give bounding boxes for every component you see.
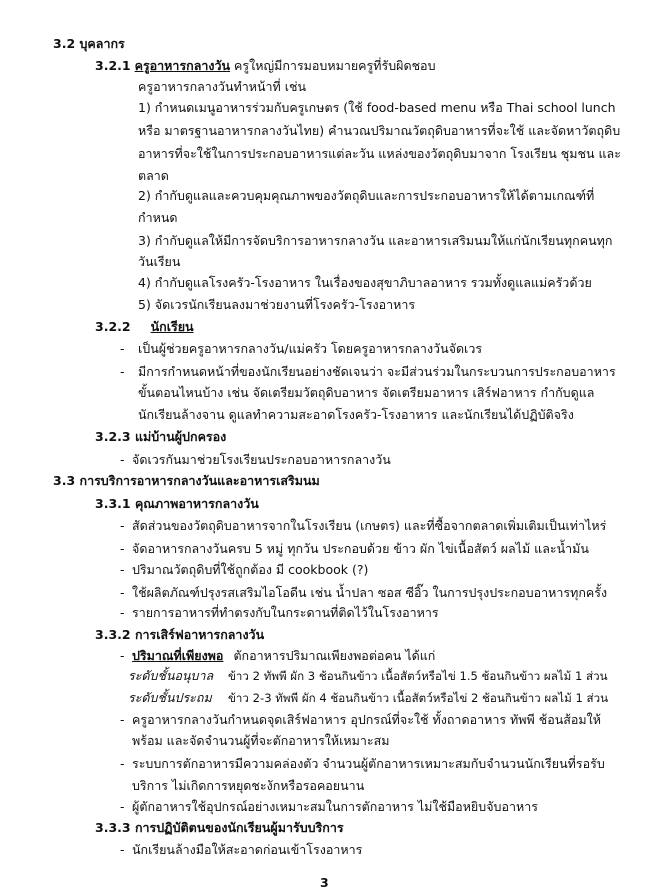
serving-quantity-line bbox=[132, 646, 435, 666]
bullet-item: ปริมาณวัตถุดิบที่ใช้ถูกต้อง มี cookbook (?) bbox=[132, 562, 369, 577]
numbered-item-4: 4) กำกับดูแลโรงครัว-โรงอาหาร ในเรื่องของสุขาภิบาลอาหาร รวมทั้งดูแลแม่ครัวด้วย bbox=[138, 275, 592, 290]
primary-portion: ข้าว 2-3 ทัพพี ผัก 4 ช้อนกินข้าว เนื้อสัตว์หรือไข่ 2 ช้อนกินข้าว ผลไม้ 1 ส่วน bbox=[228, 691, 609, 705]
subsection-title: ครูอาหารกลางวัน bbox=[134, 58, 231, 73]
bullet-item: ครูอาหารกลางวันกำหนดจุดเสิร์ฟอาหาร อุปกรณ์ที่จะใช้ ทั้งถาดอาหาร ทัพพี ช้อนส้อมให้ bbox=[132, 712, 601, 727]
bullet-dash: - bbox=[120, 562, 125, 577]
bullet-item: มีการกำหนดหน้าที่ของนักเรียนอย่างชัดเจนว่า จะมีส่วนร่วมในกระบวนการประกอบอาหาร bbox=[138, 364, 616, 379]
bullet-dash: - bbox=[120, 842, 125, 857]
bullet-dash: - bbox=[120, 756, 125, 771]
numbered-item-1: 1) กำหนดเมนูอาหารร่วมกับครูเกษตร (ใช้ food-based menu หรือ Thai school lunch bbox=[138, 100, 616, 115]
subsection-3-2-2-line bbox=[95, 317, 194, 337]
bullet-dash: - bbox=[120, 605, 125, 620]
bullet-item: ใช้ผลิตภัณฑ์ปรุงรสเสริมไอโอดีน เช่น น้ำปลา ซอส ซีอิ๊ว ในการปรุงประกอบอาหารทุกครั้ง bbox=[132, 585, 608, 600]
bullet-dash: - bbox=[120, 518, 125, 533]
subsection-number: 3.2.2 bbox=[95, 319, 131, 334]
subsection-heading-3-3-3: 3.3.3 การปฏิบัติตนของนักเรียนผู้มารับบริการ bbox=[95, 820, 344, 835]
subsection-intro: ครูใหญ่มีการมอบหมายครูที่รับผิดชอบ bbox=[230, 58, 436, 73]
subsection-title: นักเรียน bbox=[150, 319, 194, 334]
bullet-dash: - bbox=[120, 712, 125, 727]
paragraph-line: ครูอาหารกลางวันทำหน้าที่ เช่น bbox=[138, 79, 307, 94]
numbered-item-5: 5) จัดเวรนักเรียนลงมาช่วยงานที่โรงครัว-โรงอาหาร bbox=[138, 297, 416, 312]
serving-quantity-text: ตักอาหารปริมาณเพียงพอต่อคน ได้แก่ bbox=[233, 648, 436, 663]
bullet-dash: - bbox=[120, 648, 125, 663]
subsection-heading-3-3-1: 3.3.1 คุณภาพอาหารกลางวัน bbox=[95, 496, 259, 511]
primary-label: ระดับชั้นประถม bbox=[128, 690, 212, 705]
subsection-heading-3-3-2: 3.3.2 การเสิร์ฟอาหารกลางวัน bbox=[95, 627, 265, 642]
numbered-item-1-cont: อาหารที่จะใช้ในการประกอบอาหารแต่ละวัน แหล่งของวัตถุดิบมาจาก โรงเรียน ชุมชน และ bbox=[138, 146, 621, 161]
bullet-item: สัดส่วนของวัตถุดิบอาหารจากในโรงเรียน (เกษตร) และที่ซื้อจากตลาดเพิ่มเติมเป็นเท่าไหร่ bbox=[132, 518, 607, 533]
bullet-dash: - bbox=[120, 341, 125, 356]
numbered-item-2: 2) กำกับดูแลและควบคุมคุณภาพของวัตถุดิบและการประกอบอาหารให้ได้ตามเกณฑ์ที่ bbox=[138, 188, 595, 203]
bullet-dash: - bbox=[120, 799, 125, 814]
bullet-dash: - bbox=[120, 364, 125, 379]
bullet-item: ผู้ตักอาหารใช้อุปกรณ์อย่างเหมาะสมในการตักอาหาร ไม่ใช้มือหยิบจับอาหาร bbox=[132, 799, 538, 814]
subsection-heading-3-2-3: 3.2.3 แม่บ้านผู้ปกครอง bbox=[95, 429, 227, 444]
serving-quantity-label: ปริมาณที่เพียงพอ bbox=[132, 648, 224, 663]
numbered-item-2-cont: กำหนด bbox=[138, 210, 178, 225]
bullet-item: นักเรียนล้างมือให้สะอาดก่อนเข้าโรงอาหาร bbox=[132, 842, 363, 857]
numbered-item-1-cont: หรือ มาตรฐานอาหารกลางวันไทย) คำนวณปริมาณวัตถุดิบอาหารที่จะใช้ และจัดหาวัตถุดิบ bbox=[138, 123, 621, 138]
bullet-item: จัดเวรกันมาช่วยโรงเรียนประกอบอาหารกลางวัน bbox=[132, 452, 391, 467]
page-number: 3 bbox=[320, 875, 329, 890]
bullet-dash: - bbox=[120, 585, 125, 600]
bullet-item-cont: บริการ ไม่เกิดการหยุดชะงักหรือรอคอยนาน bbox=[132, 778, 365, 793]
bullet-item-cont: ขั้นตอนไหนบ้าง เช่น จัดเตรียมวัตถุดิบอาหาร จัดเตรียมอาหาร เสิร์ฟอาหาร กำกับดูแล bbox=[138, 385, 595, 400]
bullet-item: รายการอาหารที่ทำตรงกับในกระดานที่ติดไว้ในโรงอาหาร bbox=[132, 605, 439, 620]
numbered-item-3: 3) กำกับดูแลให้มีการจัดบริการอาหารกลางวัน และอาหารเสริมนมให้แก่นักเรียนทุกคนทุก bbox=[138, 233, 613, 248]
bullet-item: ระบบการตักอาหารมีความคล่องตัว จำนวนผู้ตักอาหารเหมาะสมกับจำนวนนักเรียนที่รอรับ bbox=[132, 756, 605, 771]
bullet-item-cont: นักเรียนล้างจาน ดูแลทำความสะอาดโรงครัว-โรงอาหาร และนักเรียนได้ปฏิบัติจริง bbox=[138, 407, 574, 422]
bullet-dash: - bbox=[120, 452, 125, 467]
kindergarten-label: ระดับชั้นอนุบาล bbox=[128, 668, 214, 683]
bullet-dash: - bbox=[120, 541, 125, 556]
numbered-item-3-cont: วันเรียน bbox=[138, 254, 181, 269]
subsection-number: 3.2.1 bbox=[95, 58, 131, 73]
kindergarten-portion: ข้าว 2 ทัพพี ผัก 3 ช้อนกินข้าว เนื้อสัตว์หรือไข่ 1.5 ช้อนกินข้าว ผลไม้ 1 ส่วน bbox=[228, 669, 608, 683]
numbered-item-1-cont: ตลาด bbox=[138, 168, 169, 183]
bullet-item: เป็นผู้ช่วยครูอาหารกลางวัน/แม่ครัว โดยครูอาหารกลางวันจัดเวร bbox=[138, 341, 483, 356]
section-heading-3-2: 3.2 บุคลากร bbox=[53, 36, 125, 51]
subsection-3-2-1-line bbox=[95, 56, 436, 76]
section-heading-3-3: 3.3 การบริการอาหารกลางวันและอาหารเสริมนม bbox=[53, 473, 320, 488]
bullet-item-cont: พร้อม และจัดจำนวนผู้ที่จะตักอาหารให้เหมาะสม bbox=[132, 733, 390, 748]
bullet-item: จัดอาหารกลางวันครบ 5 หมู่ ทุกวัน ประกอบด้วย ข้าว ผัก ไข่เนื้อสัตว์ ผลไม้ และน้ำมัน bbox=[132, 541, 589, 556]
